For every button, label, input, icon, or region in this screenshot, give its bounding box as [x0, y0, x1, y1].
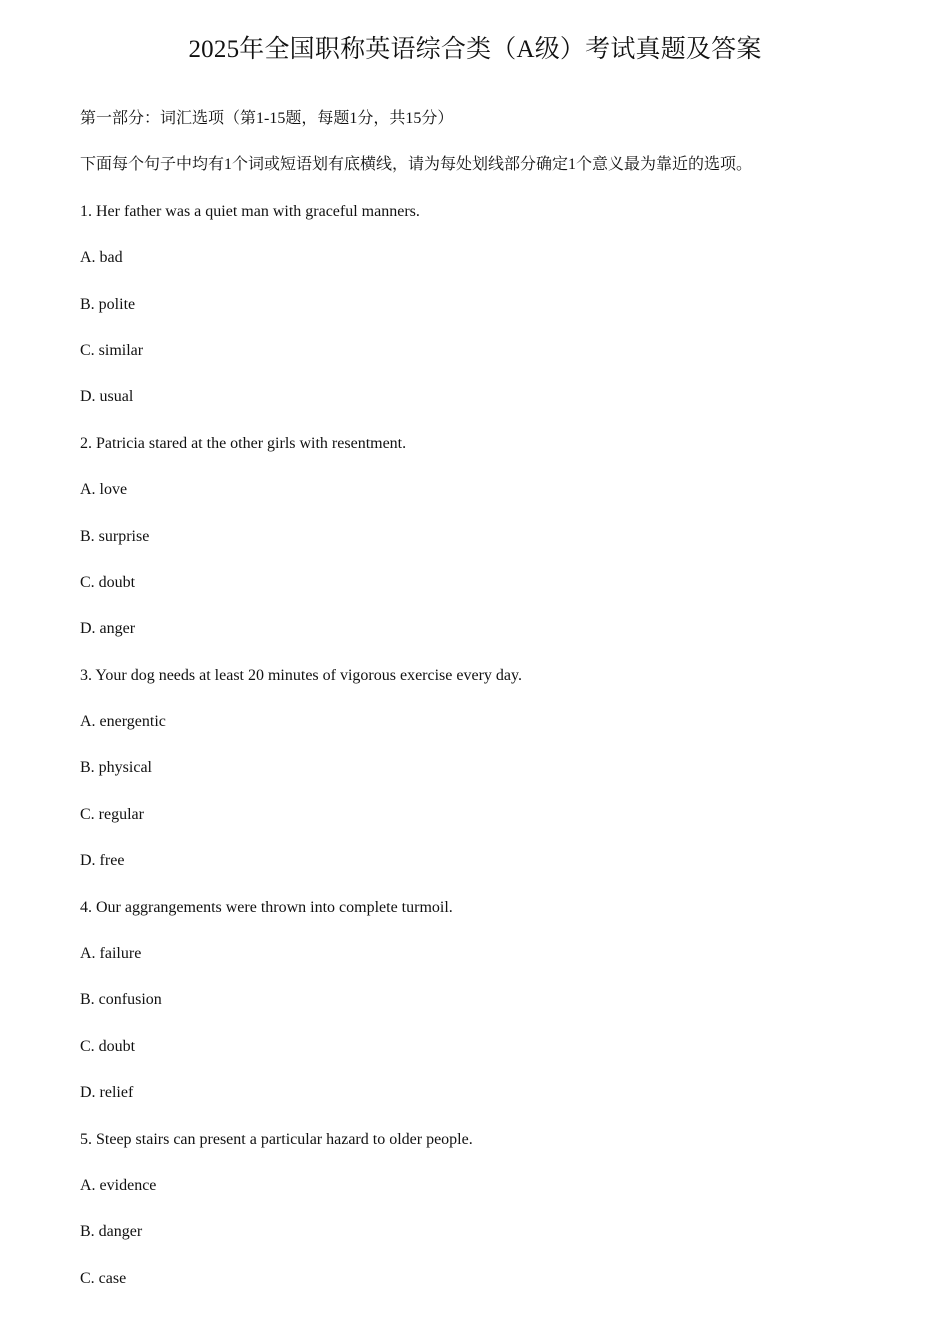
answer-option: A. failure [80, 945, 142, 963]
instructions-text: 下面每个句子中均有1个词或短语划有底横线，请为每处划线部分确定1个意义最为靠近的选项。 [80, 156, 753, 174]
answer-option: D. relief [80, 1084, 134, 1102]
question-stem: 5. Steep stairs can present a particular hazard to older people. [80, 1130, 473, 1148]
answer-option: B. physical [80, 759, 152, 777]
section-heading: 第一部分：词汇选项（第1-15题，每题1分，共15分） [80, 110, 454, 127]
answer-option: B. polite [80, 295, 136, 313]
document-body [80, 102, 900, 1308]
answer-option: B. danger [80, 1223, 143, 1241]
answer-option: C. similar [80, 341, 144, 359]
answer-option: C. case [80, 1269, 127, 1287]
question-stem: 4. Our aggrangements were thrown into complete turmoil. [80, 898, 453, 916]
answer-option: A. evidence [80, 1176, 157, 1194]
question-stem: 2. Patricia stared at the other girls with resentment. [80, 434, 407, 452]
answer-option: D. usual [80, 388, 134, 406]
answer-option: D. anger [80, 620, 136, 638]
answer-option: C. regular [80, 805, 144, 823]
answer-option: C. doubt [80, 1037, 136, 1055]
question-stem: 1. Her father was a quiet man with graceful manners. [80, 202, 420, 220]
answer-option: B. confusion [80, 991, 162, 1009]
answer-option: C. doubt [80, 573, 136, 591]
document-title: 2025年全国职称英语综合类（A级）考试真题及答案 [188, 36, 762, 63]
question-stem: 3. Your dog needs at least 20 minutes of vigorous exercise every day. [80, 666, 522, 684]
answer-option: A. bad [80, 249, 123, 267]
answer-option: D. free [80, 852, 125, 870]
answer-option: A. love [80, 481, 128, 499]
answer-option: B. surprise [80, 527, 150, 545]
answer-option: A. energentic [80, 713, 166, 731]
